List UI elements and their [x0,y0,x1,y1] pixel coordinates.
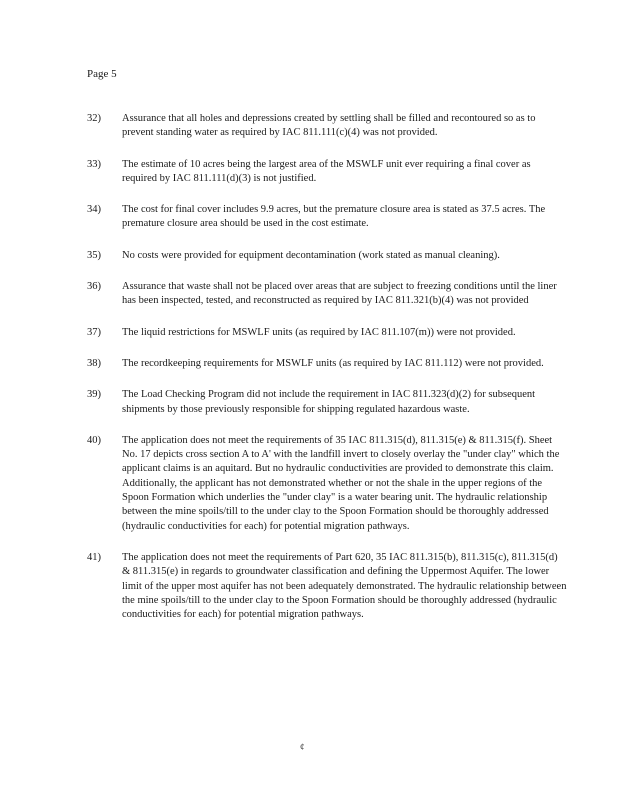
item-number: 38) [87,357,101,369]
item-text: The estimate of 10 acres being the largest area of the MSWLF unit ever requiring a final cover as required by IAC 811.111(d)(3) is not justified. [122,158,531,184]
item-number: 32) [87,113,101,124]
list-item [87,203,567,232]
list-item [87,551,567,622]
item-text: Assurance that waste shall not be placed over areas that are subject to freezing conditions until the liner has been inspected, tested, and reconstructed as required by IAC 811.321(b)(4) was not provided [122,281,557,307]
item-number: 36) [87,281,101,293]
comment-list [87,112,567,639]
list-item [87,434,567,534]
item-text: The Load Checking Program did not include the requirement in IAC 811.323(d)(2) for subsequent shipments by those previously responsible for shipping regulated hazardous waste. [122,389,536,415]
item-text: No costs were provided for equipment decontamination (work stated as manual cleaning). [122,249,500,261]
item-number: 39) [87,389,101,401]
footer-mark: ¢ [300,742,305,752]
item-text: The application does not meet the requirements of 35 IAC 811.315(d), 811.315(e) & 811.315(f). Sheet No. 17 depicts cross section A to A' with the landfill invert to closely overlay the "under clay" which the applicant claims is an aquitard. But no hydraulic conductivities are provided to demonstrate this claim. Additionally, the applicant has not demonstrated whether or not the shale in the upper regions of the Spoon Formation which underlies the "under clay" is a water bearing unit. The hydraulic relationship between the mine spoils/till to the under clay to the Spoon Formation should be thoroughly addressed (hydraulic conductivities for each) for potential migration pathways. [122,434,560,532]
list-item [87,249,567,263]
list-item [87,158,567,187]
list-item [87,112,567,141]
item-text: Assurance that all holes and depressions created by settling shall be filled and recontoured so as to prevent standing water as required by IAC 811.111(c)(4) was not provided. [122,113,536,139]
item-number: 37) [87,326,101,338]
item-text: The recordkeeping requirements for MSWLF units (as required by IAC 811.112) were not provided. [122,357,544,369]
item-number: 34) [87,204,101,216]
item-text: The cost for final cover includes 9.9 acres, but the premature closure area is stated as 37.5 acres. The premature closure area should be used in the cost estimate. [122,204,546,230]
item-number: 40) [87,434,101,446]
item-number: 41) [87,551,101,563]
item-number: 35) [87,249,101,261]
list-item [87,357,567,371]
list-item [87,326,567,340]
item-text: The application does not meet the requirements of Part 620, 35 IAC 811.315(b), 811.315(c), 811.315(d) & 811.315(e) in regards to groundwater classification and defining the Uppermost Aquifer. The lower limit of the upper most aquifer has not been adequately demonstrated. The hydraulic relationship between the mine spoils/till to the under clay to the Spoon Formation should be thoroughly addressed (hydraulic conductivities for each) for potential migration pathways. [122,551,567,621]
page-number-header: Page 5 [87,68,117,80]
item-text: The liquid restrictions for MSWLF units (as required by IAC 811.107(m)) were not provided. [122,326,516,338]
item-number: 33) [87,158,101,170]
list-item [87,280,567,309]
list-item [87,388,567,417]
